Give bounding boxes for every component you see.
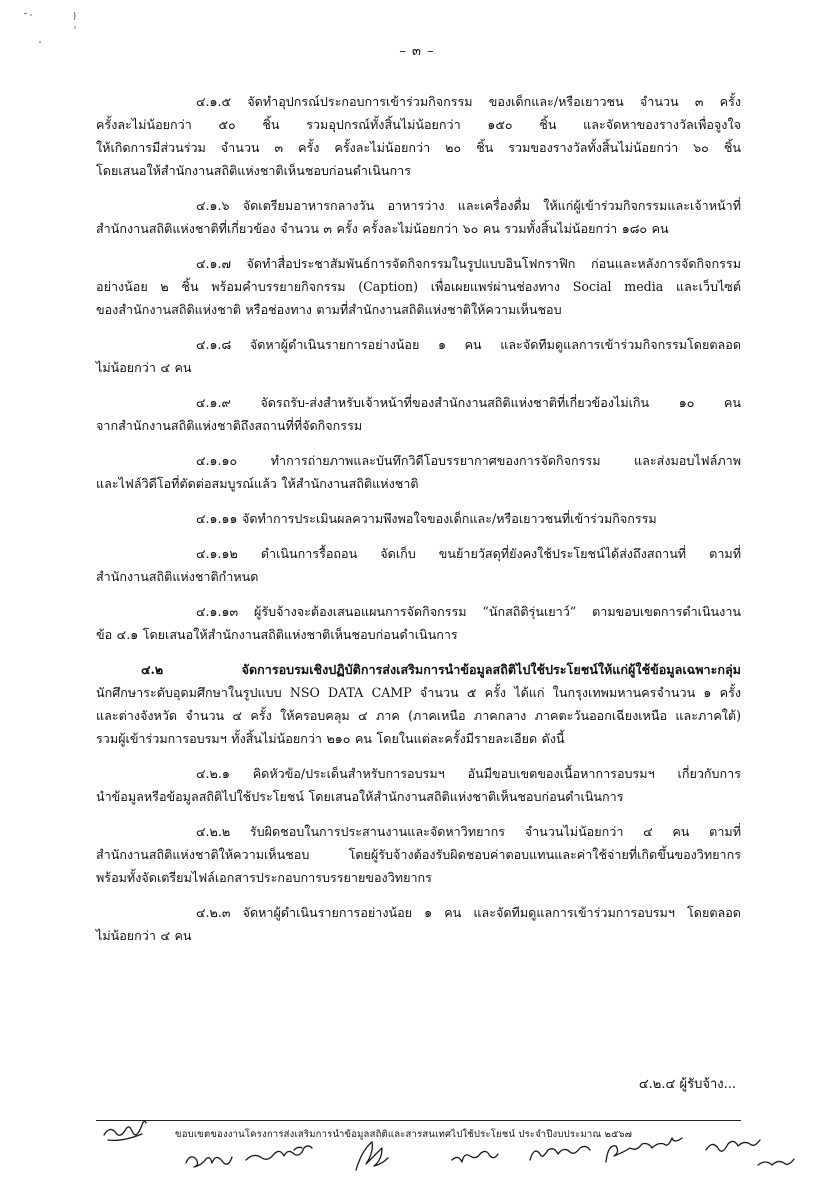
section-paragraph — [96, 658, 741, 750]
text-line: ๔.๒ จัดการอบรมเชิงปฏิบัติการส่งเสริมการนำข้อมูลสถิติไปใช้ประโยชน์ให้แก่ผู้ใช้ข้อมูลเฉพาะกลุ่ม — [141, 662, 741, 677]
clause-paragraph — [96, 507, 741, 530]
text-line: ๔.๒.๑ คิดหัวข้อ/ประเด็นสำหรับการอบรมฯ อันมีขอบเขตของเนื้อหาการอบรมฯ เกี่ยวกับการ — [196, 766, 741, 781]
clause-paragraph — [96, 762, 741, 808]
text-line: สำนักงานสถิติแห่งชาติที่เกี่ยวข้อง จำนวน ๓ ครั้ง ครั้งละไม่น้อยกว่า ๖๐ คน รวมทั้งสิ้นไม่น้อยกว่า ๑๘๐ คน — [96, 221, 669, 236]
text-line: และไฟล์วิดีโอที่ตัดต่อสมบูรณ์แล้ว ให้สำนักงานสถิติแห่งชาติ — [96, 476, 419, 491]
text-line: ไม่น้อยกว่า ๔ คน — [96, 360, 192, 375]
text-line: โดยเสนอให้สำนักงานสถิติแห่งชาติเห็นชอบก่อนดำเนินการ — [96, 163, 411, 178]
text-line: ๔.๑.๗ จัดทำสื่อประชาสัมพันธ์การจัดกิจกรรมในรูปแบบอินโฟกราฟิก ก่อนและหลังการจัดกิจกรรม — [196, 256, 741, 271]
text-line: ไม่น้อยกว่า ๔ คน — [96, 928, 192, 943]
text-line: ๔.๒.๒ รับผิดชอบในการประสานงานและจัดหาวิทยากร จำนวนไม่น้อยกว่า ๔ คน ตามที่ — [196, 824, 741, 839]
text-line: และต่างจังหวัด จำนวน ๔ ครั้ง ให้ครอบคลุม ๔ ภาค (ภาคเหนือ ภาคกลาง ภาคตะวันออกเฉียงเหนือ และภาคใต้) — [96, 708, 741, 723]
text-line: อย่างน้อย ๒ ชิ้น พร้อมคำบรรยายกิจกรรม (Caption) เพื่อเผยแพร่ผ่านช่องทาง Social media และเว็บไซต์ — [96, 279, 741, 294]
text-line: ครั้งละไม่น้อยกว่า ๕๐ ชิ้น รวมอุปกรณ์ทั้งสิ้นไม่น้อยกว่า ๑๕๐ ชิ้น และจัดหาของรางวัลเพื่อจูงใจ — [96, 117, 741, 132]
signature-8 — [706, 1140, 794, 1165]
text-line: นำข้อมูลหรือข้อมูลสถิติไปใช้ประโยชน์ โดยเสนอให้สำนักงานสถิติแห่งชาติเห็นชอบก่อนดำเนินการ — [96, 789, 624, 804]
text-line: สำนักงานสถิติแห่งชาติให้ความเห็นชอบ โดยผู้รับจ้างต้องรับผิดชอบค่าตอบแทนและค่าใช้จ่ายที่เกิดขึ้นของวิทยากร — [96, 847, 741, 862]
text-line: จากสำนักงานสถิติแห่งชาติถึงสถานที่ที่จัดกิจกรรม — [96, 418, 363, 433]
signature-1 — [104, 1121, 146, 1140]
clause-paragraph — [96, 391, 741, 437]
clause-paragraph — [96, 194, 741, 240]
text-line: ๔.๑.๑๐ ทำการถ่ายภาพและบันทึกวิดีโอบรรยากาศของการจัดกิจกรรม และส่งมอบไฟล์ภาพ — [196, 453, 741, 468]
signature-6 — [530, 1146, 590, 1160]
text-line: นักศึกษาระดับอุดมศึกษาในรูปแบบ NSO DATA CAMP จำนวน ๕ ครั้ง ได้แก่ ในกรุงเทพมหานครจำนวน ๑ ครั้ง — [96, 685, 741, 700]
text-line: ๔.๑.๑๑ จัดทำการประเมินผลความพึงพอใจของเด็กและ/หรือเยาวชนที่เข้าร่วมกิจกรรม — [196, 511, 657, 526]
clause-paragraph — [96, 333, 741, 379]
text-line: ๔.๑.๖ จัดเตรียมอาหารกลางวัน อาหารว่าง และเครื่องดื่ม ให้แก่ผู้เข้าร่วมกิจกรรมและเจ้าหน้าที่ — [196, 198, 741, 213]
signature-4 — [356, 1142, 388, 1170]
document-body — [96, 90, 741, 959]
page-number: – ๓ – — [399, 44, 435, 59]
text-line: ๔.๑.๘ จัดหาผู้ดำเนินรายการอย่างน้อย ๑ คน และจัดทีมดูแลการเข้าร่วมกิจกรรมโดยตลอด — [196, 337, 741, 352]
continuation-text: ๔.๒.๔ ผู้รับจ้าง... — [638, 1077, 736, 1092]
clause-paragraph — [96, 542, 741, 588]
text-line: ของสำนักงานสถิติแห่งชาติ หรือช่องทาง ตามที่สำนักงานสถิติแห่งชาติให้ความเห็นชอบ — [96, 302, 562, 317]
text-line: ๔.๒.๓ จัดหาผู้ดำเนินรายการอย่างน้อย ๑ คน และจัดทีมดูแลการเข้าร่วมการอบรมฯ โดยตลอด — [196, 905, 741, 920]
text-line: ๔.๑.๑๒ ดำเนินการรื้อถอน จัดเก็บ ขนย้ายวัสดุที่ยังคงใช้ประโยชน์ได้ส่งถึงสถานที่ ตามที่ — [196, 546, 741, 561]
signature-3 — [246, 1146, 312, 1160]
clause-paragraph — [96, 449, 741, 495]
footer-scope-title: ขอบเขตของงานโครงการส่งเสริมการนำข้อมูลสถิติและสารสนเทศไปใช้ประโยชน์ ประจำปีงบประมาณ ๒๕๖๗ — [175, 1129, 633, 1140]
text-line: ๔.๑.๙ จัดรถรับ-ส่งสำหรับเจ้าหน้าที่ของสำนักงานสถิติแห่งชาติที่เกี่ยวข้องไม่เกิน ๑๐ คน — [196, 395, 741, 410]
text-line: รวมผู้เข้าร่วมการอบรมฯ ทั้งสิ้นไม่น้อยกว่า ๒๑๐ คน โดยในแต่ละครั้งมีรายละเอียด ดังนี้ — [96, 731, 565, 746]
text-line: ให้เกิดการมีส่วนร่วม จำนวน ๓ ครั้ง ครั้งละไม่น้อยกว่า ๒๐ ชิ้น รวมของรางวัลทั้งสิ้นไม่น้อยกว่า ๖๐ ชิ้น — [96, 140, 741, 155]
text-line: ๔.๑.๕ จัดทำอุปกรณ์ประกอบการเข้าร่วมกิจกรรม ของเด็กและ/หรือเยาวชน จำนวน ๓ ครั้ง — [196, 94, 741, 109]
clause-paragraph — [96, 600, 741, 646]
clause-paragraph — [96, 252, 741, 321]
text-line: ๔.๑.๑๓ ผู้รับจ้างจะต้องเสนอแผนการจัดกิจกรรม “นักสถิติรุ่นเยาว์” ตามขอบเขตการดำเนินงาน — [196, 604, 741, 619]
text-line: พร้อมทั้งจัดเตรียมไฟล์เอกสารประกอบการบรรยายของวิทยากร — [96, 870, 432, 885]
signature-2 — [186, 1157, 232, 1167]
clause-paragraph — [96, 901, 741, 947]
text-line: ข้อ ๔.๑ โดยเสนอให้สำนักงานสถิติแห่งชาติเห็นชอบก่อนดำเนินการ — [96, 627, 458, 642]
signature-5 — [452, 1151, 498, 1162]
footer-divider — [96, 1120, 741, 1121]
clause-paragraph — [96, 90, 741, 182]
text-line: สำนักงานสถิติแห่งชาติกำหนด — [96, 569, 259, 584]
clause-paragraph — [96, 820, 741, 889]
